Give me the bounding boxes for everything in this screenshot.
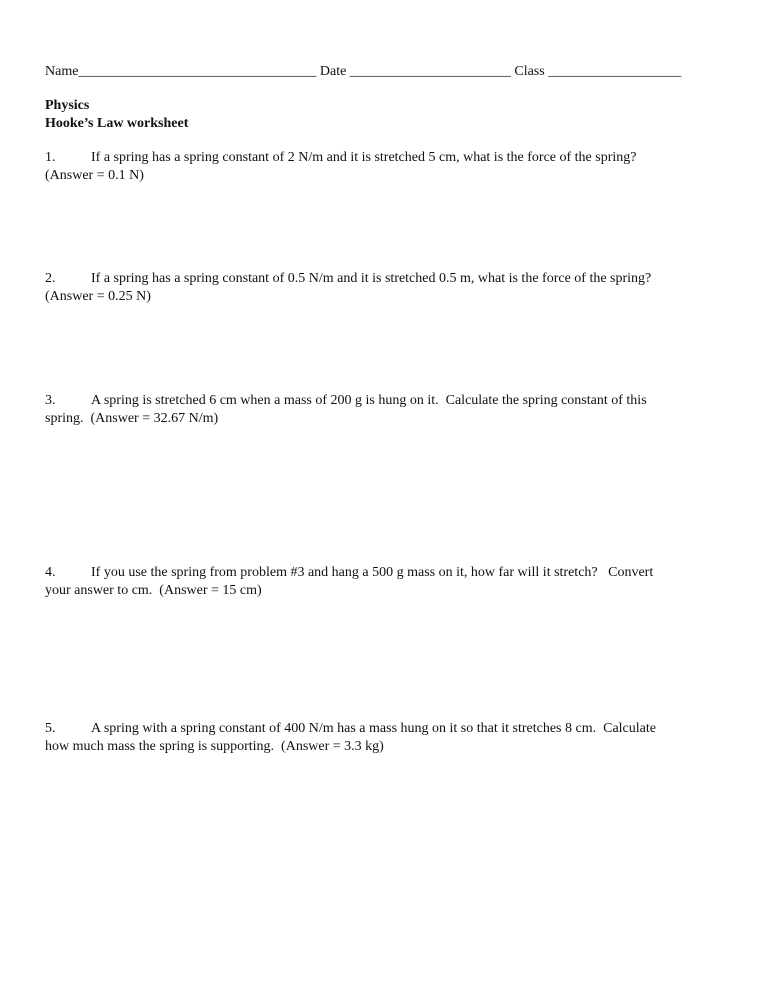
question-5-line-1: [45, 720, 725, 738]
question-1-number: 1.: [45, 150, 56, 165]
question-5-text: A spring with a spring constant of 400 N/m has a mass hung on it so that it stretches 8 cm. Calculate: [91, 721, 656, 736]
question-5: [45, 720, 725, 755]
question-3: [45, 392, 725, 427]
question-4: [45, 564, 725, 599]
name-date-class-line: Name__________________________________ Date _______________________ Class ___________________: [45, 64, 682, 79]
question-4-answer: your answer to cm. (Answer = 15 cm): [45, 582, 262, 598]
question-4-number: 4.: [45, 565, 56, 580]
worksheet-title: Hooke’s Law worksheet: [45, 116, 189, 131]
question-2: [45, 270, 725, 305]
question-1-text: If a spring has a spring constant of 2 N/m and it is stretched 5 cm, what is the force of the spring?: [91, 150, 637, 165]
question-5-number: 5.: [45, 721, 56, 736]
question-1-answer: (Answer = 0.1 N): [45, 167, 144, 183]
question-2-answer: (Answer = 0.25 N): [45, 288, 151, 304]
question-1: [45, 149, 725, 184]
question-4-text: If you use the spring from problem #3 and hang a 500 g mass on it, how far will it stretch? Convert: [91, 565, 654, 580]
question-3-number: 3.: [45, 393, 56, 408]
question-2-line-1: [45, 270, 725, 288]
question-4-line-1: [45, 564, 725, 582]
question-3-line-1: [45, 392, 725, 410]
question-2-number: 2.: [45, 271, 56, 286]
question-3-answer: spring. (Answer = 32.67 N/m): [45, 410, 219, 426]
question-2-text: If a spring has a spring constant of 0.5 N/m and it is stretched 0.5 m, what is the force of the spring?: [91, 271, 652, 286]
question-3-text: A spring is stretched 6 cm when a mass of 200 g is hung on it. Calculate the spring constant of this: [91, 393, 647, 408]
question-1-line-1: [45, 149, 725, 167]
question-5-answer: how much mass the spring is supporting. (Answer = 3.3 kg): [45, 738, 384, 754]
subject-heading: Physics: [45, 98, 90, 113]
